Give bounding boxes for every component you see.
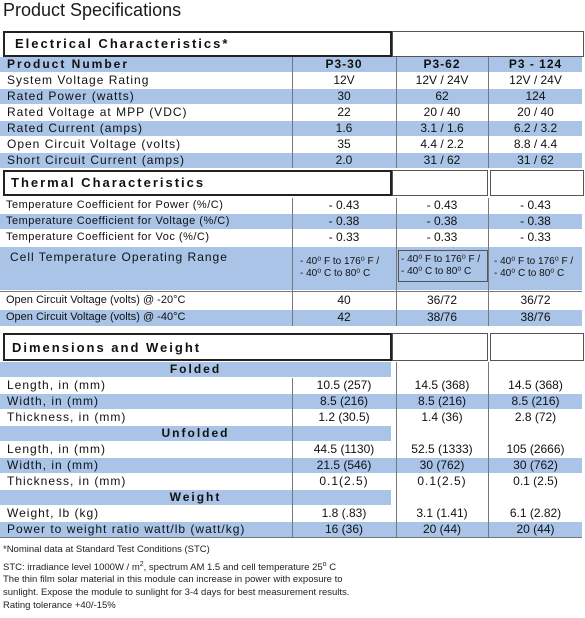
table-row	[0, 121, 582, 136]
value-cell: 35	[337, 137, 351, 151]
value-cell: 20 / 40	[423, 105, 461, 119]
thermal-header-right-box	[490, 170, 584, 196]
table-row	[0, 230, 582, 245]
value-cell: 8.8 / 4.4	[513, 137, 558, 151]
value-cell: 1.8 (.83)	[321, 506, 367, 520]
table-row	[0, 105, 582, 120]
value-cell: - 0.43	[520, 198, 551, 212]
table-row	[0, 378, 582, 393]
footnote-stc-text-c: C	[326, 562, 337, 574]
row-label: Rated Power (watts)	[7, 89, 135, 103]
footnote-stc-text-b: , spectrum AM 1.5 and cell temperature 25	[143, 562, 323, 574]
value-cell: 30	[337, 89, 351, 103]
grid-divider	[396, 362, 397, 537]
row-label: Length, in (mm)	[7, 442, 107, 456]
row-label: Short Circuit Current (amps)	[7, 153, 186, 167]
value-cell: 20 (44)	[516, 522, 555, 536]
value-cell: 40	[337, 293, 351, 307]
value-cell: 8.5 (216)	[417, 394, 467, 408]
grid-divider	[292, 57, 293, 168]
footnote-stc-text-a: STC: irradiance level 1000W / m	[3, 562, 140, 574]
footnote-sunlight: sunlight. Expose the module to sunlight for 3-4 days for best measurement results.	[3, 587, 350, 598]
value-cell: 44.5 (1130)	[313, 442, 375, 456]
row-label: Width, in (mm)	[7, 394, 99, 408]
value-cell: - 0.38	[328, 214, 360, 228]
value-cell: 2.0	[335, 153, 353, 167]
table-row	[0, 506, 582, 521]
range-line-2: - 40⁰ C to 80⁰ C	[300, 268, 371, 279]
value-cell: - 0.38	[520, 214, 551, 228]
value-cell: 6.1 (2.82)	[509, 506, 562, 520]
value-cell: 16 (36)	[324, 522, 364, 536]
value-cell: 21.5 (546)	[316, 458, 372, 472]
value-cell: 38/76	[520, 310, 551, 324]
model-p3-30: P3-30	[325, 57, 363, 71]
value-cell: 8.5 (216)	[319, 394, 369, 408]
product-number-label: Product Number	[7, 57, 130, 71]
subheader-row	[0, 490, 391, 505]
value-cell: 31 / 62	[517, 153, 554, 167]
value-cell: 38/76	[426, 310, 458, 324]
value-cell: - 0.43	[426, 198, 458, 212]
table-row	[0, 198, 582, 213]
grid-divider	[488, 198, 489, 326]
model-p3-124: P3 - 124	[508, 57, 563, 71]
footnote-stc	[3, 558, 336, 574]
row-label: Temperature Coefficient for Voc (%/C)	[6, 231, 210, 243]
table-row	[0, 73, 582, 88]
thermal-header: Thermal Characteristics	[11, 175, 206, 190]
range-box-p3-62	[398, 250, 488, 282]
row-label: System Voltage Rating	[7, 73, 150, 87]
table-row	[0, 442, 582, 457]
value-cell: - 0.33	[426, 230, 458, 244]
row-label: Power to weight ratio watt/lb (watt/kg)	[7, 522, 246, 536]
table-row	[0, 310, 582, 326]
value-cell: 124	[525, 89, 546, 103]
value-cell: 105 (2666)	[506, 442, 565, 456]
value-cell: 6.2 / 3.2	[513, 121, 558, 135]
value-cell: - 0.33	[328, 230, 360, 244]
subheader-row	[0, 426, 391, 441]
value-cell: 12V / 24V	[509, 73, 562, 87]
electrical-header-box	[3, 31, 392, 57]
value-cell: 22	[337, 105, 351, 119]
value-cell: 2.8 (72)	[514, 410, 557, 424]
table-row	[0, 474, 582, 489]
table-row	[0, 394, 582, 409]
table-row	[0, 293, 582, 309]
value-cell: 3.1 / 1.6	[420, 121, 464, 135]
grid-divider	[0, 537, 582, 538]
range-value-p3-30	[300, 256, 379, 280]
value-cell: 12V	[333, 73, 355, 87]
range-line-1: - 40⁰ F to 176⁰ F /	[494, 256, 574, 267]
grid-divider	[292, 378, 293, 537]
value-cell: 30 (762)	[513, 458, 558, 472]
folded-subheader: Folded	[169, 362, 222, 376]
subheader-row	[0, 362, 391, 377]
range-line-1: - 40⁰ F to 176⁰ F /	[401, 254, 481, 265]
electrical-header-right-box	[392, 31, 584, 57]
row-label: Open Circuit Voltage (volts) @ -20°C	[6, 294, 186, 306]
value-cell: 52.5 (1333)	[411, 442, 473, 456]
operating-range-row	[0, 247, 582, 290]
value-cell: 12V / 24V	[415, 73, 469, 87]
thermal-header-box	[3, 170, 392, 196]
thermal-header-mid-box	[392, 170, 488, 196]
value-cell: 31 / 62	[423, 153, 461, 167]
value-cell: - 0.38	[426, 214, 458, 228]
grid-divider	[396, 57, 397, 168]
value-cell: 42	[337, 310, 351, 324]
table-row	[0, 410, 582, 425]
grid-divider	[292, 198, 293, 326]
dimensions-header-right-box	[490, 333, 584, 361]
value-cell: - 0.43	[328, 198, 360, 212]
value-cell: 20 (44)	[422, 522, 462, 536]
product-number-row	[0, 57, 582, 72]
table-row	[0, 522, 582, 537]
footnote-thin-film: The thin film solar material in this module can increase in power with exposure to	[3, 574, 343, 585]
row-label: Thickness, in (mm)	[7, 410, 127, 424]
value-cell: 0.1(2.5)	[319, 474, 369, 488]
row-label: Weight, lb (kg)	[7, 506, 100, 520]
footnote-stc-sup1: 2	[139, 561, 144, 568]
range-line-2: - 40⁰ C to 80⁰ C	[401, 266, 472, 277]
table-row	[0, 214, 582, 229]
value-cell: 10.5 (257)	[316, 378, 372, 392]
value-cell: 0.1 (2.5)	[513, 474, 558, 488]
dimensions-header-box	[3, 333, 392, 361]
row-label: Cell Temperature Operating Range	[10, 250, 228, 264]
table-row	[0, 153, 582, 168]
value-cell: 20 / 40	[517, 105, 554, 119]
value-cell: 1.4 (36)	[421, 410, 463, 424]
grid-divider	[396, 198, 397, 326]
value-cell: 36/72	[520, 293, 551, 307]
footnote-tolerance: Rating tolerance +40/-15%	[3, 600, 116, 611]
value-cell: 14.5 (368)	[414, 378, 470, 392]
value-cell: 0.1(2.5)	[417, 474, 467, 488]
grid-divider	[0, 291, 582, 292]
row-label: Open Circuit Voltage (volts) @ -40°C	[6, 311, 186, 323]
range-line-2: - 40⁰ C to 80⁰ C	[494, 268, 565, 279]
value-cell: 36/72	[426, 293, 458, 307]
row-label: Temperature Coefficient for Voltage (%/C)	[6, 215, 230, 227]
row-label: Rated Current (amps)	[7, 121, 144, 135]
value-cell: 62	[435, 89, 449, 103]
value-cell: 4.4 / 2.2	[420, 137, 464, 151]
dimensions-header-mid-box	[392, 333, 488, 361]
table-row	[0, 137, 582, 152]
value-cell: 1.6	[335, 121, 353, 135]
unfolded-subheader: Unfolded	[161, 426, 230, 440]
model-p3-62: P3-62	[423, 57, 461, 71]
page-title: Product Specifications	[3, 0, 182, 20]
footnote-stc-sup2: o	[322, 561, 327, 568]
electrical-header: Electrical Characteristics*	[15, 36, 230, 51]
value-cell: 1.2 (30.5)	[318, 410, 370, 424]
row-label: Width, in (mm)	[7, 458, 99, 472]
value-cell: 14.5 (368)	[508, 378, 563, 392]
row-label: Temperature Coefficient for Power (%/C)	[6, 199, 224, 211]
dimensions-header: Dimensions and Weight	[12, 340, 202, 355]
weight-subheader: Weight	[169, 490, 222, 504]
grid-divider	[488, 57, 489, 168]
value-cell: 3.1 (1.41)	[416, 506, 468, 520]
range-value-p3-124	[494, 256, 573, 280]
row-label: Thickness, in (mm)	[7, 474, 127, 488]
table-row	[0, 458, 582, 473]
value-cell: - 0.33	[520, 230, 551, 244]
range-line-1: - 40⁰ F to 176⁰ F /	[300, 256, 380, 267]
grid-divider	[488, 362, 489, 537]
value-cell: 8.5 (216)	[511, 394, 560, 408]
value-cell: 30 (762)	[419, 458, 465, 472]
footnote-nominal: *Nominal data at Standard Test Conditions (STC)	[3, 544, 210, 555]
row-label: Open Circuit Voltage (volts)	[7, 137, 182, 151]
row-label: Length, in (mm)	[7, 378, 107, 392]
row-label: Rated Voltage at MPP (VDC)	[7, 105, 188, 119]
table-row	[0, 89, 582, 104]
